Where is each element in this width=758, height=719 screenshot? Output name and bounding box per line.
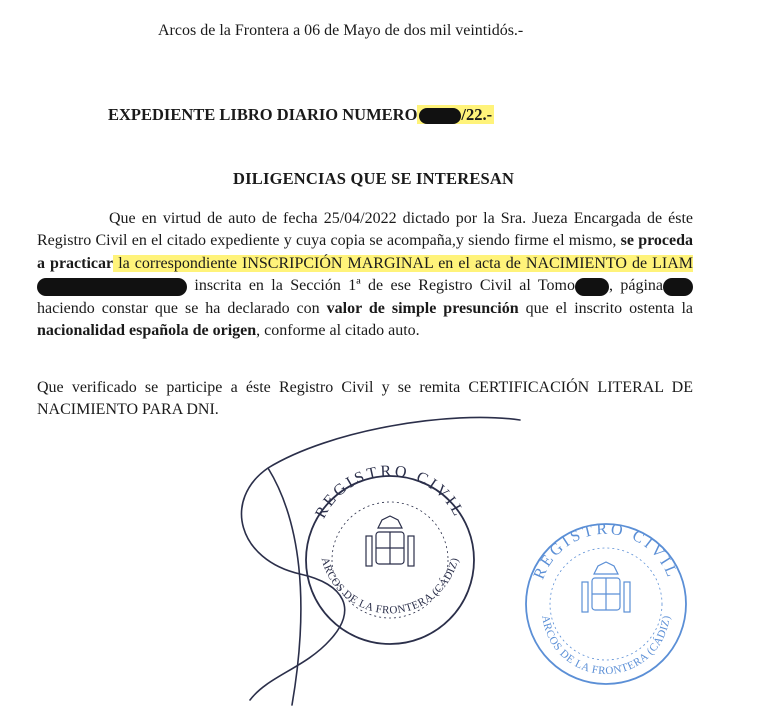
paragraph-text: , conforme al citado auto. — [256, 322, 420, 340]
coat-of-arms-icon — [366, 516, 414, 566]
registro-civil-stamp-left — [306, 463, 474, 644]
paragraph-text: Que en virtud de auto de fecha 25/04/2022 dictado por la Sra. Jueza Encargada de éste Registro Civil en el citado expediente y cuya copia se acompaña,y siendo firme el mismo, — [37, 210, 693, 250]
redaction-block — [37, 278, 187, 296]
paragraph-text: inscrita en la Sección 1ª de ese Registro Civil al Tomo — [187, 277, 575, 295]
registro-civil-stamp-right — [526, 521, 686, 684]
date-line: Arcos de la Frontera a 06 de Mayo de dos mil veintidós.- — [158, 22, 524, 39]
bold-text: valor de simple presunción — [326, 299, 519, 317]
expediente-suffix: /22.- — [461, 105, 493, 124]
section-title: DILIGENCIAS QUE SE INTERESAN — [233, 169, 515, 188]
svg-text:REGISTRO CIVIL — [312, 463, 467, 521]
bold-text: nacionalidad española de origen — [37, 322, 257, 340]
redaction-block — [419, 108, 461, 124]
paragraph-certificacion: Que verificado se participe a éste Registro Civil y se remita CERTIFICACIÓN LITERAL DE NACIMIENTO PARA DNI. — [37, 379, 693, 419]
stamp-bottom-text: ARCOS DE LA FRONTERA (CÁDIZ) — [318, 556, 462, 617]
paragraph-text: haciendo constar que se ha declarado con — [37, 299, 327, 317]
expediente-number — [417, 105, 494, 124]
svg-text:REGISTRO CIVIL — [531, 521, 681, 582]
coat-of-arms-icon — [582, 562, 630, 612]
paragraph-auto — [37, 208, 693, 342]
stamp-top-text: REGISTRO CIVIL — [530, 520, 682, 582]
signature-stroke — [242, 417, 520, 705]
bold-text: se proceda a practicar — [37, 232, 694, 272]
svg-text:ARCOS DE LA FRONTERA (CÁDIZ) — [319, 556, 462, 616]
stamp-top-text: REGISTRO CIVIL — [312, 462, 468, 522]
svg-text:ARCOS DE LA FRONTERA (CÁDIZ) — [539, 614, 673, 677]
expediente-label: EXPEDIENTE LIBRO DIARIO NUMERO — [108, 105, 418, 124]
paragraph-text: que el inscrito ostenta la — [518, 299, 694, 317]
expediente-heading — [108, 104, 494, 126]
paragraph-text: , página — [608, 277, 664, 295]
redaction-block — [575, 278, 609, 296]
highlighted-text: la correspondiente INSCRIPCIÓN MARGINAL en el acta de NACIMIENTO de LIAM — [113, 254, 694, 272]
stamp-bottom-text: ARCOS DE LA FRONTERA (CÁDIZ) — [539, 614, 673, 678]
redaction-block — [663, 278, 693, 296]
